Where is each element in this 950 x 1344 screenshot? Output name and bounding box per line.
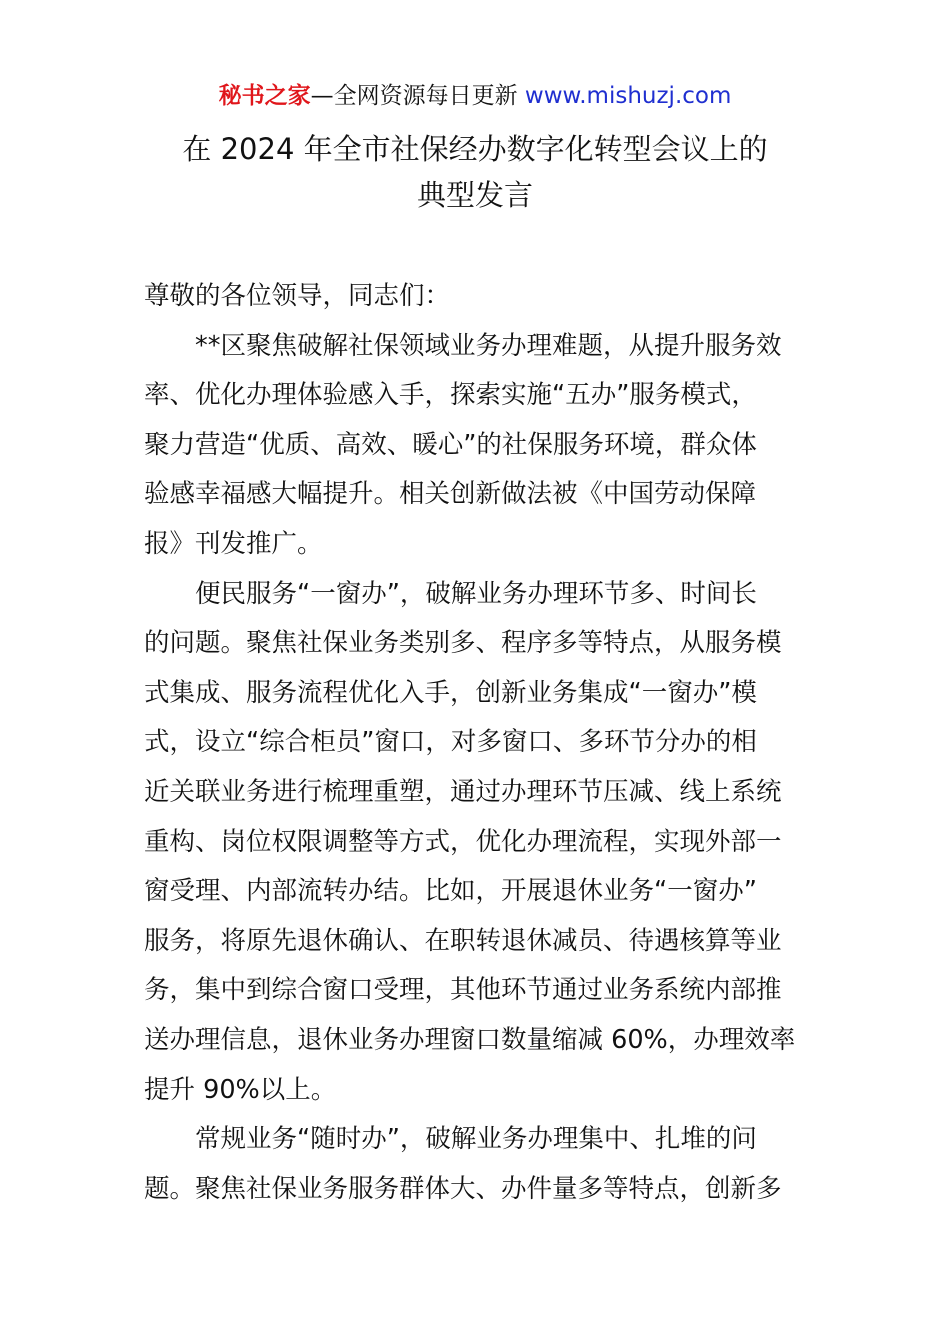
- document-body: [144, 272, 806, 1214]
- body-line: 提升 90%以上。: [144, 1074, 337, 1105]
- salutation: 尊敬的各位领导，同志们：: [144, 281, 451, 311]
- body-line: 重构、岗位权限调整等方式，优化办理流程，实现外部一: [144, 826, 782, 857]
- body-line: **区聚焦破解社保领域业务办理难题，从提升服务效: [195, 330, 782, 361]
- body-line: 率、优化办理体验感入手，探索实施“五办”服务模式，: [144, 380, 757, 411]
- body-line: 报》刊发推广。: [144, 528, 323, 559]
- body-line: 近关联业务进行梳理重塑，通过办理环节压减、线上系统: [144, 776, 782, 807]
- document-title: [0, 126, 950, 218]
- body-line: 式，设立“综合柜员”窗口，对多窗口、多环节分办的相: [144, 727, 757, 758]
- title-line-1: 在 2024 年全市社保经办数字化转型会议上的: [182, 132, 768, 166]
- body-line: 服务，将原先退休确认、在职转退休减员、待遇核算等业: [144, 925, 782, 956]
- site-header: [0, 80, 950, 112]
- body-line: 常规业务“随时办”，破解业务办理集中、扎堆的问: [195, 1124, 757, 1155]
- body-line: 便民服务“一窗办”，破解业务办理环节多、时间长: [195, 578, 757, 609]
- title-line-2: 典型发言: [416, 178, 533, 212]
- body-line: 验感幸福感大幅提升。相关创新做法被《中国劳动保障: [144, 479, 757, 510]
- header-tagline: —全网资源每日更新: [310, 83, 518, 109]
- body-line: 务，集中到综合窗口受理，其他环节通过业务系统内部推: [144, 975, 782, 1006]
- site-url[interactable]: www.mishuzj.com: [524, 83, 732, 109]
- body-line: 的问题。聚焦社保业务类别多、程序多等特点，从服务模: [144, 628, 782, 659]
- body-line: 聚力营造“优质、高效、暖心”的社保服务环境，群众体: [144, 429, 757, 460]
- body-line: 窗受理、内部流转办结。比如，开展退休业务“一窗办”: [144, 876, 757, 907]
- body-line: 题。聚焦社保业务服务群体大、办件量多等特点，创新多: [144, 1173, 782, 1204]
- body-line: 送办理信息，退休业务办理窗口数量缩减 60%，办理效率: [144, 1024, 796, 1055]
- body-line: 式集成、服务流程优化入手，创新业务集成“一窗办”模: [144, 677, 757, 708]
- brand-name: 秘书之家: [218, 83, 311, 109]
